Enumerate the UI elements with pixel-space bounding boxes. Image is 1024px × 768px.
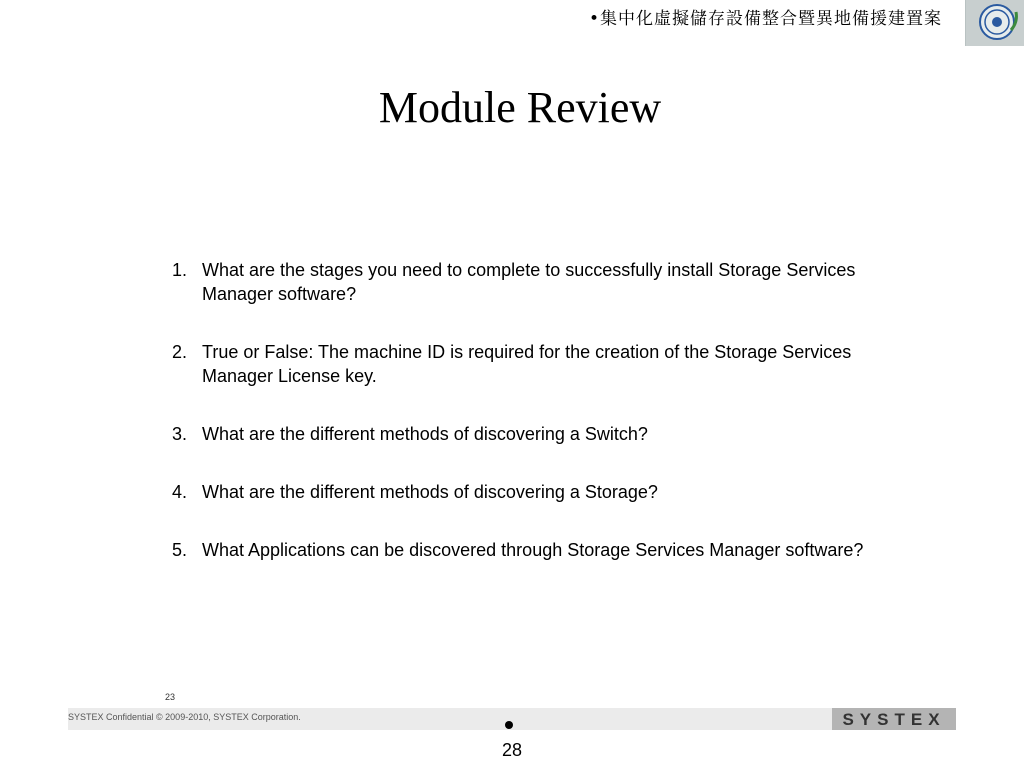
list-item	[172, 422, 872, 446]
emblem-logo	[965, 0, 1024, 46]
question-number: 3.	[172, 424, 188, 444]
question-number: 4.	[172, 482, 188, 502]
question-list	[172, 258, 872, 596]
brand-logo: SYSTEX	[832, 708, 956, 730]
question-number: 5.	[172, 540, 188, 560]
question-text: What are the stages you need to complete to successfully install Storage Services Manager software?	[202, 260, 856, 304]
question-text: True or False: The machine ID is required for the creation of the Storage Services Manager License key.	[202, 342, 852, 386]
list-item	[172, 480, 872, 504]
slide-title: Module Review	[378, 83, 662, 132]
slide-number: 23	[165, 692, 176, 702]
page-number: 28	[502, 740, 523, 760]
list-item	[172, 340, 872, 388]
list-item	[172, 258, 872, 306]
confidential-notice: SYSTEX Confidential © 2009-2010, SYSTEX Corporation.	[68, 712, 301, 722]
project-title: •集中化虛擬儲存設備整合暨異地備援建置案	[588, 9, 942, 29]
question-text: What are the different methods of discovering a Storage?	[202, 482, 658, 502]
bullet-icon	[505, 721, 513, 729]
question-text: What Applications can be discovered through Storage Services Manager software?	[202, 540, 864, 560]
question-number: 1.	[172, 260, 188, 280]
question-text: What are the different methods of discovering a Switch?	[202, 424, 648, 444]
question-number: 2.	[172, 342, 188, 362]
list-item	[172, 538, 872, 562]
